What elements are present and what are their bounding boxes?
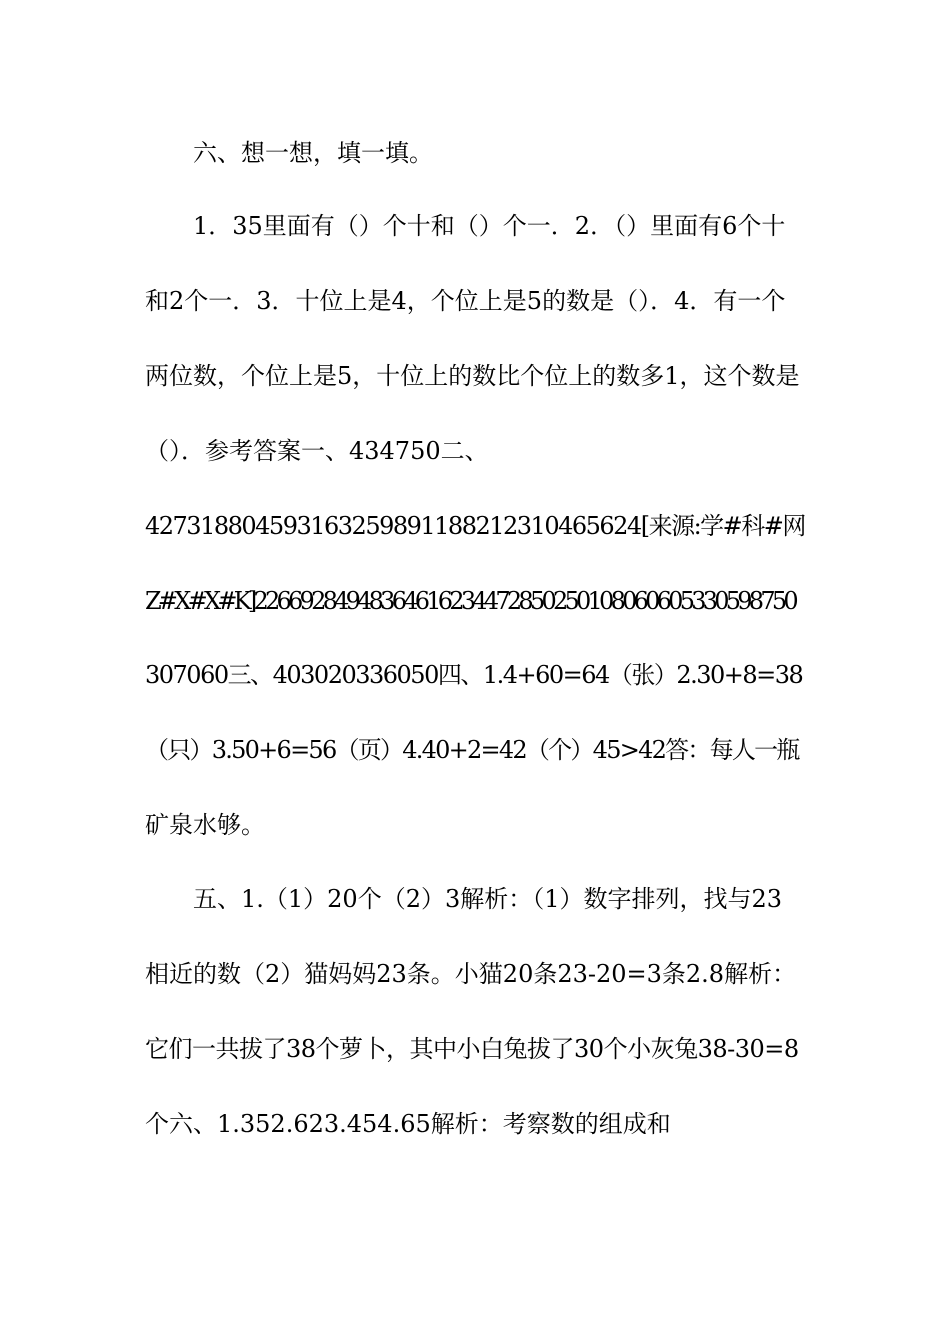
text-line: （）．参考答案一、434750二、 bbox=[145, 437, 489, 465]
text-line: 五、1.（1）20个（2）3解析：（1）数字排列，找与23 bbox=[193, 885, 783, 913]
text-line: （只）3.50+6=56（页）4.40+2=42（个）45>42答：每人一瓶 bbox=[145, 736, 799, 764]
text-line: Z#X#X#K]2266928494836461623447285025010806060533059875​0 bbox=[145, 587, 795, 615]
text-line: 相近的数（2）猫妈妈23条。小猫20条23-20=3条2.8解析： bbox=[145, 960, 797, 988]
text-line: 它们一共拔了38个萝卜，其中小白兔拔了30个小灰兔38-30=8 bbox=[145, 1035, 799, 1063]
text-line: 4273188045931632598911882123104656​24[来源:学#科#网 bbox=[145, 512, 805, 540]
text-line: 矿泉水够。 bbox=[145, 811, 265, 839]
section-heading: 六、想一想，填一填。 bbox=[193, 139, 433, 167]
text-line: 307060三、403020336050四、1.4+60=64（张）2.30+8=38 bbox=[145, 661, 803, 689]
text-line: 两位数，个位上是5，十位上的数比个位上的数多1，这个数是 bbox=[145, 362, 800, 390]
text-line: 和2个一．3．十位上是4，个位上是5的数是（）．4．有一个 bbox=[145, 287, 786, 315]
text-line: 1．35里面有（）个十和（）个一．2．（）里面有6个十 bbox=[193, 212, 786, 240]
text-line: 个六、1.352.623.454.65解析：考察数的组成和 bbox=[145, 1110, 671, 1138]
